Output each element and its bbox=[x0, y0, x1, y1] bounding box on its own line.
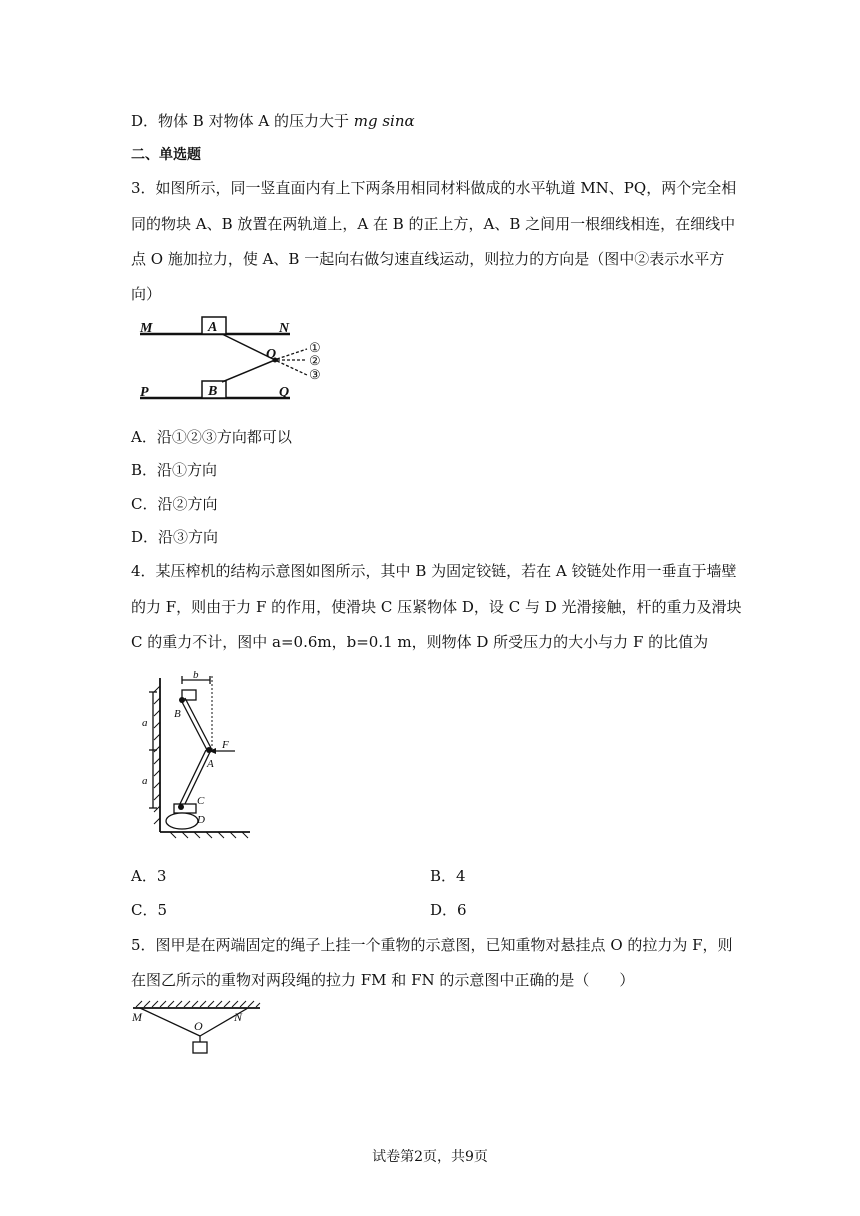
label-dir-2: ② bbox=[309, 353, 321, 368]
label-c: C bbox=[197, 795, 205, 807]
ground-hatching bbox=[170, 832, 248, 838]
q5-figure bbox=[130, 998, 265, 1056]
q4-stem-line-3: C 的重力不计，图中 a=0.6m，b=0.1 m，则物体 D 所受压力的大小与力 F 的比值为 bbox=[131, 633, 709, 651]
q4-figure bbox=[140, 670, 260, 840]
label-a: A bbox=[208, 320, 218, 335]
label-a-bottom: a bbox=[142, 775, 148, 787]
label-p: P bbox=[140, 385, 149, 400]
label-n: N bbox=[279, 321, 290, 336]
q5-stem-line-1: 5．图甲是在两端固定的绳子上挂一个重物的示意图，已知重物对悬挂点 O 的拉力为 F，则 bbox=[131, 936, 733, 954]
label-f: F bbox=[222, 739, 229, 751]
page-footer: 试卷第2页，共9页 bbox=[372, 1149, 488, 1165]
q4-option-d: D．6 bbox=[430, 901, 467, 919]
label-b: B bbox=[174, 708, 181, 720]
q3-figure bbox=[130, 312, 340, 404]
q5-stem-line-2: 在图乙所示的重物对两段绳的拉力 FM 和 FN 的示意图中正确的是（ ） bbox=[131, 971, 635, 989]
label-dir-1: ① bbox=[309, 340, 321, 355]
weight bbox=[193, 1042, 207, 1053]
hinge-a bbox=[206, 747, 212, 753]
q3-option-d: D．沿③方向 bbox=[131, 528, 219, 546]
label-b: B bbox=[208, 384, 218, 399]
q4-option-b: B．4 bbox=[430, 867, 466, 885]
rod-ba-2 bbox=[185, 698, 211, 748]
q3-stem-line-3: 点 O 施加拉力，使 A、B 一起向右做匀速直线运动，则拉力的方向是（图中②表示水平方 bbox=[131, 250, 725, 268]
hinge-c bbox=[178, 804, 184, 810]
label-o: O bbox=[194, 1019, 203, 1033]
q4-stem-line-1: 4．某压榨机的结构示意图如图所示，其中 B 为固定铰链，若在 A 铰链处作用一垂直于墙壁 bbox=[131, 562, 737, 580]
label-d: D bbox=[197, 814, 205, 826]
hinge-b bbox=[179, 697, 185, 703]
q3-stem-line-2: 同的物块 A、B 放置在两轨道上，A 在 B 的正上方，A、B 之间用一根细线相连，在细线中 bbox=[131, 215, 736, 233]
label-q: Q bbox=[279, 385, 290, 400]
q3-option-c: C．沿②方向 bbox=[131, 495, 218, 513]
direction-1-line bbox=[277, 349, 307, 359]
slider-c bbox=[174, 804, 196, 813]
section-title: 二、单选题 bbox=[131, 147, 201, 163]
q2-option-d-text: D．物体 B 对物体 A 的压力大于 bbox=[131, 112, 349, 130]
label-a-top: a bbox=[142, 717, 148, 729]
label-m: M bbox=[132, 1010, 142, 1024]
object-d bbox=[166, 813, 198, 829]
q2-option-d bbox=[131, 111, 415, 131]
q3-stem-line-1: 3．如图所示，同一竖直面内有上下两条用相同材料做成的水平轨道 MN、PQ，两个完全相 bbox=[131, 179, 737, 197]
rope-mo bbox=[140, 1008, 200, 1036]
label-o: O bbox=[266, 347, 277, 362]
q4-stem-line-2: 的力 F，则由于力 F 的作用，使滑块 C 压紧物体 D，设 C 与 D 光滑接触，杆的重力及滑块 bbox=[131, 598, 742, 616]
q4-option-c: C．5 bbox=[131, 901, 168, 919]
q3-option-a: A．沿①②③方向都可以 bbox=[131, 428, 292, 446]
direction-3-line bbox=[277, 361, 307, 375]
string-bo bbox=[222, 360, 275, 382]
label-m: M bbox=[140, 321, 153, 336]
q3-option-b: B．沿①方向 bbox=[131, 461, 218, 479]
q4-option-a: A．3 bbox=[131, 867, 167, 885]
label-a: A bbox=[207, 758, 214, 770]
q2-option-d-formula: mg sinα bbox=[353, 112, 415, 130]
rod-ba-1 bbox=[181, 700, 207, 750]
ceiling-hatching bbox=[136, 1001, 260, 1007]
label-n: N bbox=[234, 1010, 243, 1024]
label-dir-3: ③ bbox=[309, 367, 321, 382]
q3-stem-line-4: 向） bbox=[131, 285, 162, 303]
label-b-dim: b bbox=[193, 669, 199, 681]
